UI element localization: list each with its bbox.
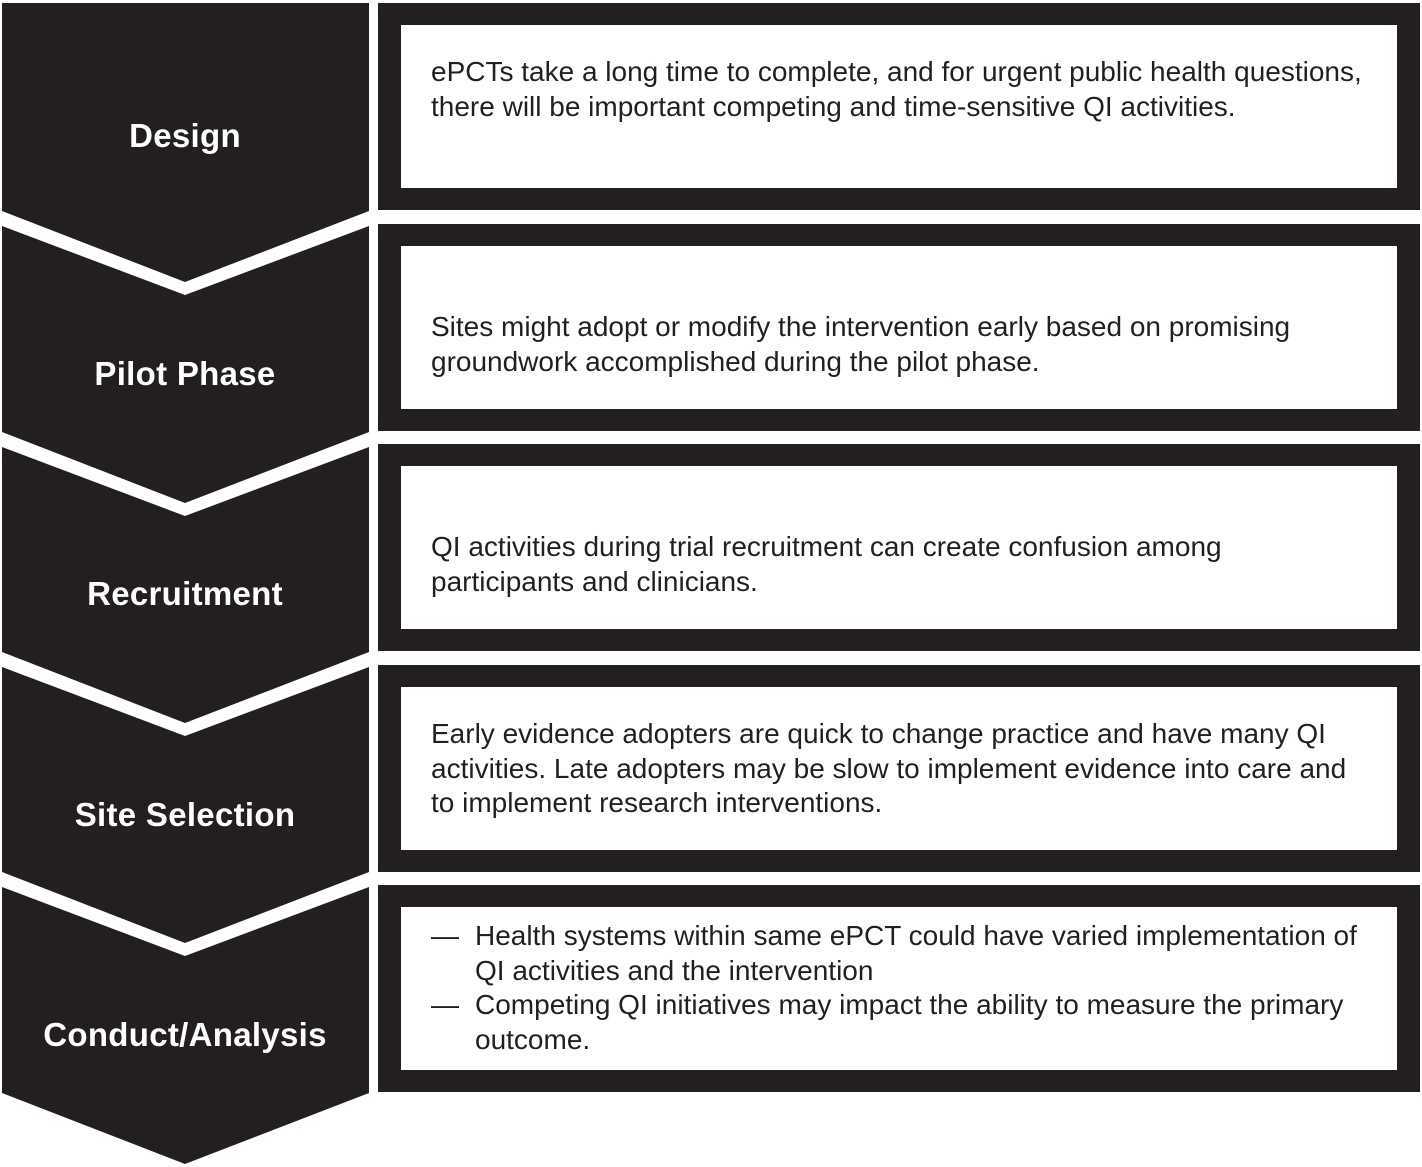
conduct-analysis-bullet-list: [431, 919, 1369, 1057]
recruitment-description-frame: [378, 444, 1420, 651]
stage-label-recruitment: Recruitment: [87, 575, 283, 612]
pilot-phase-description-frame: [378, 224, 1420, 431]
design-description-box: [401, 25, 1397, 188]
stage-label-design: Design: [129, 117, 241, 154]
conduct-analysis-description-frame: [378, 885, 1420, 1092]
list-item: [431, 988, 1369, 1057]
site-selection-description-box: [401, 687, 1397, 850]
recruitment-description-box: [401, 466, 1397, 629]
pilot-phase-description: Sites might adopt or modify the intervention early based on promising groundwork accomplished during the pilot phase.: [431, 311, 1291, 377]
bullet-dash: —: [431, 920, 459, 951]
bullet-text: Health systems within same ePCT could have varied implementation of QI activities and the intervention: [475, 920, 1357, 986]
stage-label-site-selection: Site Selection: [74, 796, 296, 833]
site-selection-description-frame: [378, 665, 1420, 872]
stage-label-pilot-phase: Pilot Phase: [94, 355, 276, 392]
list-item: [431, 919, 1369, 988]
recruitment-description: QI activities during trial recruitment can create confusion among participants and clinicians.: [431, 531, 1222, 597]
conduct-analysis-description-box: [401, 907, 1397, 1070]
site-selection-description: Early evidence adopters are quick to change practice and have many QI activities. Late adopters may be slow to implement evidence into care and to implement research interventions.: [431, 718, 1347, 819]
stage-label-conduct-analysis: Conduct/Analysis: [43, 1016, 327, 1053]
design-description: ePCTs take a long time to complete, and for urgent public health questions, there will be important competing and time-sensitive QI activities.: [431, 56, 1362, 122]
bullet-dash: —: [431, 989, 459, 1021]
design-description-frame: [378, 3, 1420, 210]
pilot-phase-description-box: [401, 246, 1397, 409]
bullet-text: Competing QI initiatives may impact the ability to measure the primary outcome.: [475, 989, 1344, 1055]
